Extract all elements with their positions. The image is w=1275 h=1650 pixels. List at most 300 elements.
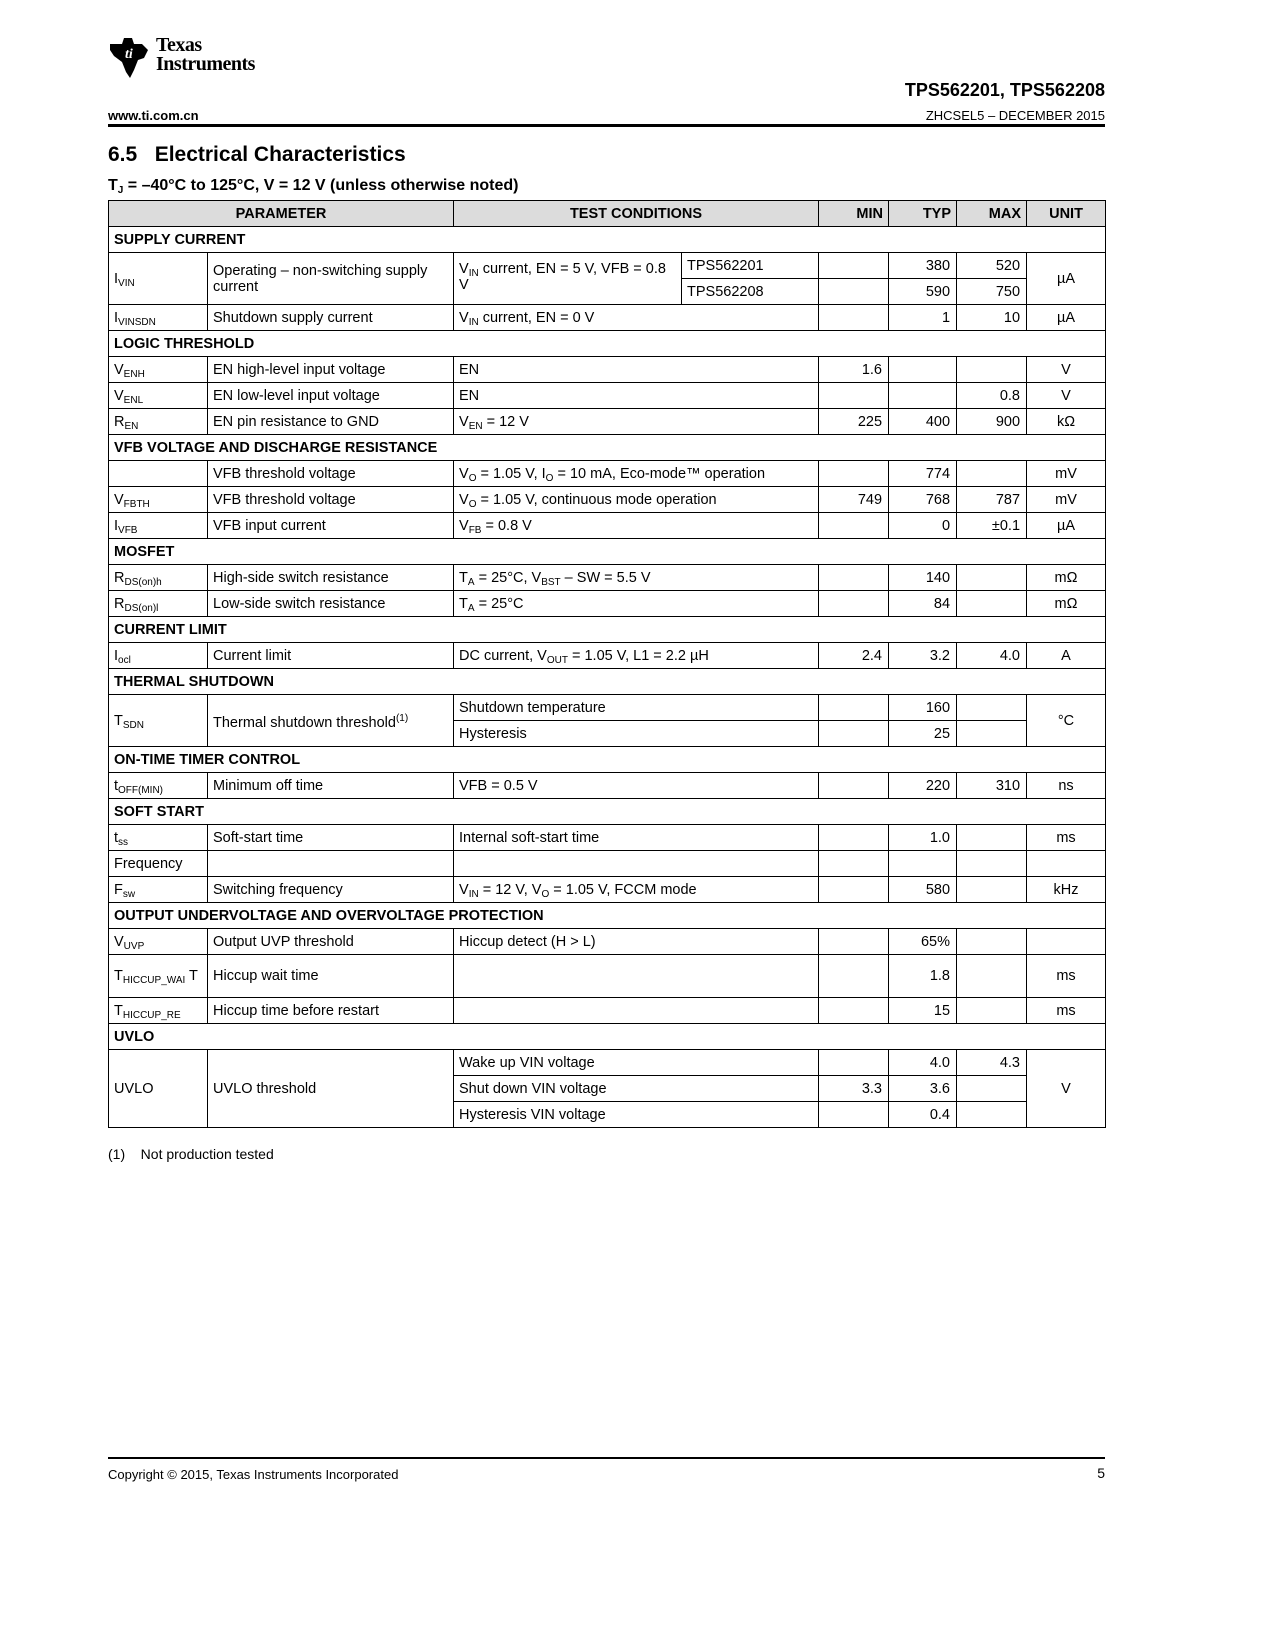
- text-segment: Internal soft-start time: [459, 829, 600, 846]
- text-segment: V: [459, 261, 469, 277]
- text-segment: current, EN = 5 V, VFB = 0.8 V: [459, 261, 666, 293]
- value-min: [819, 253, 889, 279]
- value-max: [957, 1076, 1027, 1102]
- parameter-label: Output UVP threshold: [213, 933, 354, 950]
- parameter-label: VFB threshold voltage: [213, 491, 356, 508]
- header-test-conditions: TEST CONDITIONS: [454, 201, 819, 227]
- text-segment: Hysteresis: [459, 725, 527, 742]
- device-name: TPS562208: [682, 279, 819, 305]
- value-max: [957, 877, 1027, 903]
- parameter-symbol: [109, 253, 208, 305]
- table-row: [109, 998, 1106, 1024]
- test-condition: [454, 773, 819, 799]
- parameter-symbol: [109, 929, 208, 955]
- value-min: [819, 955, 889, 998]
- test-condition: [454, 1076, 819, 1102]
- document-number: ZHCSEL5 – DECEMBER 2015: [925, 108, 1105, 123]
- parameter-label: Hiccup wait time: [213, 968, 319, 984]
- parameter-symbol: [109, 565, 208, 591]
- subscript: SDN: [122, 719, 144, 731]
- value-min: [819, 773, 889, 799]
- text-segment: Hiccup detect (H > L): [459, 933, 596, 950]
- parameter-name: [208, 409, 454, 435]
- value-typ: 400: [889, 409, 957, 435]
- value-typ: 4.0: [889, 1050, 957, 1076]
- parameter-name: [208, 383, 454, 409]
- value-max: [957, 721, 1027, 747]
- section-heading: SOFT START: [109, 799, 1106, 825]
- value-typ: 774: [889, 461, 957, 487]
- header-divider: [108, 124, 1105, 127]
- text-segment: R: [114, 413, 125, 430]
- text-segment: V: [114, 387, 124, 404]
- unit: ms: [1027, 998, 1106, 1024]
- website-link[interactable]: www.ti.com.cn: [108, 108, 199, 123]
- section-row: [109, 539, 1106, 565]
- value-min: [819, 591, 889, 617]
- subscript: ENH: [123, 368, 145, 380]
- table-row: [109, 305, 1106, 331]
- ti-logo: [108, 36, 255, 80]
- text-segment: V: [459, 309, 469, 326]
- value-typ: 3.6: [889, 1076, 957, 1102]
- parameter-name: [208, 357, 454, 383]
- text-segment: V: [459, 881, 469, 898]
- text-segment: V: [114, 933, 124, 950]
- footnote: (1) Not production tested: [108, 1146, 274, 1162]
- text-segment: T: [114, 968, 123, 984]
- text-segment: T: [459, 569, 468, 586]
- parameter-symbol: [109, 877, 208, 903]
- text-segment: Frequency: [114, 855, 183, 872]
- device-name: TPS562201: [682, 253, 819, 279]
- value-typ: 3.2: [889, 643, 957, 669]
- table-row: [109, 383, 1106, 409]
- parameter-label: Switching frequency: [213, 881, 343, 898]
- unit: ms: [1027, 955, 1106, 998]
- value-typ: 15: [889, 998, 957, 1024]
- table-row: [109, 409, 1106, 435]
- text-segment: VFB = 0.5 V: [459, 777, 538, 794]
- value-min: 1.6: [819, 357, 889, 383]
- text-segment: V: [114, 361, 124, 378]
- parameter-name: [208, 253, 454, 305]
- table-row: [109, 565, 1106, 591]
- text-segment: V: [459, 517, 469, 534]
- parameter-symbol: [109, 357, 208, 383]
- text-segment: Shutdown temperature: [459, 699, 606, 716]
- test-condition: [454, 1050, 819, 1076]
- parameter-label: VFB threshold voltage: [213, 465, 356, 482]
- value-max: [957, 955, 1027, 998]
- value-max: 750: [957, 279, 1027, 305]
- subscript: VINSDN: [118, 316, 156, 328]
- test-condition: [454, 253, 682, 305]
- subscript: BST: [541, 576, 561, 588]
- parameter-label: Operating – non-switching supply current: [213, 262, 428, 295]
- parameter-label: Thermal shutdown threshold: [213, 714, 396, 731]
- section-heading: UVLO: [109, 1024, 1106, 1050]
- unit: mΩ: [1027, 591, 1106, 617]
- unit: mΩ: [1027, 565, 1106, 591]
- parameter-symbol: [109, 513, 208, 539]
- subscript: IN: [468, 268, 479, 279]
- subscript: OUT: [546, 654, 568, 666]
- text-segment: I: [114, 647, 119, 664]
- parameter-name: [208, 643, 454, 669]
- test-condition: [454, 383, 819, 409]
- value-min: [819, 565, 889, 591]
- section-heading: SUPPLY CURRENT: [109, 227, 1106, 253]
- text-segment: = 12 V, V: [478, 881, 542, 898]
- test-condition: [454, 565, 819, 591]
- table-row: [109, 513, 1106, 539]
- parameter-symbol: [109, 955, 208, 998]
- section-row: [109, 903, 1106, 929]
- unit: V: [1027, 1050, 1106, 1128]
- subscript: sw: [122, 888, 136, 900]
- subscript: EN: [124, 420, 139, 432]
- text-segment: EN: [459, 387, 480, 404]
- section-row: [109, 1024, 1106, 1050]
- value-min: [819, 279, 889, 305]
- table-row: [109, 955, 1106, 998]
- unit: µA: [1027, 305, 1106, 331]
- parameter-label: EN pin resistance to GND: [213, 413, 380, 430]
- value-typ: 25: [889, 721, 957, 747]
- value-max: ±0.1: [957, 513, 1027, 539]
- subscript: DS(on)l: [124, 602, 159, 614]
- unit: µA: [1027, 253, 1106, 305]
- test-condition: [454, 357, 819, 383]
- parameter-name: [208, 695, 454, 747]
- value-typ: 1.8: [889, 955, 957, 998]
- unit: °C: [1027, 695, 1106, 747]
- parameter-symbol: [109, 773, 208, 799]
- parameter-name: [208, 565, 454, 591]
- footnote-ref: (1): [395, 712, 409, 724]
- section-heading: OUTPUT UNDERVOLTAGE AND OVERVOLTAGE PROTECTION: [109, 903, 1106, 929]
- logo-line2: Instruments: [156, 53, 255, 75]
- test-condition: [454, 1102, 819, 1128]
- parameter-symbol: [109, 643, 208, 669]
- parameter-name: [208, 487, 454, 513]
- parameter-name: [208, 851, 454, 877]
- parameter-label: Current limit: [213, 647, 292, 664]
- text-segment: = 1.05 V, I: [476, 465, 546, 482]
- text-segment: I: [114, 270, 119, 287]
- section-heading: THERMAL SHUTDOWN: [109, 669, 1106, 695]
- cond-pre: T: [108, 177, 118, 194]
- value-typ: 590: [889, 279, 957, 305]
- text-segment: V: [459, 465, 469, 482]
- parameter-symbol: [109, 461, 208, 487]
- table-row: [109, 877, 1106, 903]
- test-condition: [454, 929, 819, 955]
- value-typ: 65%: [889, 929, 957, 955]
- value-min: [819, 513, 889, 539]
- table-row: [109, 357, 1106, 383]
- section-row: [109, 435, 1106, 461]
- value-max: [957, 461, 1027, 487]
- text-segment: DC current, V: [459, 647, 547, 664]
- unit: V: [1027, 357, 1106, 383]
- page-number: 5: [1097, 1465, 1105, 1481]
- parameter-symbol: [109, 305, 208, 331]
- parameter-name: [208, 1050, 454, 1128]
- subscript: HICCUP_WAI: [122, 975, 186, 986]
- text-segment: = 0.8 V: [481, 517, 532, 534]
- test-condition: [454, 721, 819, 747]
- value-max: [957, 929, 1027, 955]
- value-min: [819, 851, 889, 877]
- value-max: [957, 1102, 1027, 1128]
- unit: A: [1027, 643, 1106, 669]
- value-max: [957, 998, 1027, 1024]
- text-segment: T: [114, 1002, 123, 1019]
- value-max: 900: [957, 409, 1027, 435]
- value-min: [819, 877, 889, 903]
- subscript: ocl: [118, 654, 131, 666]
- parameter-label: High-side switch resistance: [213, 569, 389, 586]
- section-heading: LOGIC THRESHOLD: [109, 331, 1106, 357]
- parameter-name: [208, 513, 454, 539]
- subscript: ENL: [123, 394, 144, 406]
- parameter-label: Soft-start time: [213, 829, 304, 846]
- section-title: 6.5 Electrical Characteristics: [108, 143, 406, 166]
- copyright: Copyright © 2015, Texas Instruments Incorporated: [108, 1467, 399, 1482]
- value-max: [957, 357, 1027, 383]
- text-segment: R: [114, 595, 125, 612]
- text-segment: F: [114, 881, 123, 898]
- header-typ: TYP: [889, 201, 957, 227]
- value-typ: [889, 383, 957, 409]
- section-row: [109, 669, 1106, 695]
- parameter-symbol: [109, 851, 208, 877]
- subscript: EN: [468, 420, 483, 432]
- test-condition: [454, 643, 819, 669]
- text-segment: t: [114, 829, 119, 846]
- value-min: [819, 1102, 889, 1128]
- value-max: 520: [957, 253, 1027, 279]
- section-heading: MOSFET: [109, 539, 1106, 565]
- subscript: VFB: [118, 524, 138, 536]
- text-segment: I: [114, 309, 119, 326]
- value-max: [957, 851, 1027, 877]
- test-condition: [454, 305, 819, 331]
- text-segment: Wake up VIN voltage: [459, 1054, 595, 1071]
- table-row: [109, 929, 1106, 955]
- value-typ: 220: [889, 773, 957, 799]
- unit: ns: [1027, 773, 1106, 799]
- table-row: [109, 851, 1106, 877]
- section-row: [109, 331, 1106, 357]
- value-min: [819, 721, 889, 747]
- value-typ: [889, 357, 957, 383]
- text-segment: = 12 V: [482, 413, 529, 430]
- parameter-name: [208, 461, 454, 487]
- table-row: [109, 773, 1106, 799]
- parameter-symbol: [109, 998, 208, 1024]
- subscript: HICCUP_RE: [122, 1009, 181, 1021]
- unit: µA: [1027, 513, 1106, 539]
- text-segment: T: [459, 595, 468, 612]
- ti-logo-icon: [108, 36, 150, 80]
- value-min: [819, 383, 889, 409]
- parameter-label: Hiccup time before restart: [213, 1002, 380, 1019]
- text-segment: = 25°C: [474, 595, 524, 612]
- text-segment: = 1.05 V, continuous mode operation: [476, 491, 717, 508]
- section-heading: CURRENT LIMIT: [109, 617, 1106, 643]
- value-typ: 84: [889, 591, 957, 617]
- unit: kHz: [1027, 877, 1106, 903]
- test-condition: [454, 591, 819, 617]
- value-typ: 0.4: [889, 1102, 957, 1128]
- parameter-label: EN high-level input voltage: [213, 361, 386, 378]
- value-max: 0.8: [957, 383, 1027, 409]
- value-max: 310: [957, 773, 1027, 799]
- unit: V: [1027, 383, 1106, 409]
- subscript: VIN: [118, 277, 135, 289]
- test-condition: [454, 851, 819, 877]
- text-segment: V: [459, 491, 469, 508]
- value-typ: 1: [889, 305, 957, 331]
- value-max: [957, 591, 1027, 617]
- text-segment: T: [185, 968, 198, 984]
- text-segment: current, EN = 0 V: [478, 309, 595, 326]
- table-row: [109, 643, 1106, 669]
- value-min: [819, 998, 889, 1024]
- cond-post: = –40°C to 125°C, V = 12 V (unless otherwise noted): [123, 177, 519, 194]
- parameter-label: UVLO threshold: [213, 1080, 317, 1097]
- parameter-label: Low-side switch resistance: [213, 595, 386, 612]
- svg-text:ti: ti: [125, 47, 133, 62]
- table-header-row: [109, 201, 1106, 227]
- header-unit: UNIT: [1027, 201, 1106, 227]
- text-segment: t: [114, 777, 119, 794]
- cond-sub: J: [117, 185, 124, 196]
- section-heading: ON-TIME TIMER CONTROL: [109, 747, 1106, 773]
- value-min: 3.3: [819, 1076, 889, 1102]
- value-typ: 160: [889, 695, 957, 721]
- text-segment: R: [114, 569, 125, 586]
- section-row: [109, 227, 1106, 253]
- text-segment: – SW = 5.5 V: [560, 569, 651, 586]
- value-typ: 140: [889, 565, 957, 591]
- value-min: 749: [819, 487, 889, 513]
- value-min: [819, 929, 889, 955]
- header-parameter: PARAMETER: [109, 201, 454, 227]
- subscript: A: [467, 602, 475, 614]
- logo-line1: Texas: [156, 34, 202, 56]
- unit: [1027, 929, 1106, 955]
- parameter-symbol: [109, 1050, 208, 1128]
- electrical-characteristics-table: [108, 200, 1106, 1128]
- table-row: [109, 695, 1106, 721]
- subscript: A: [467, 576, 475, 588]
- parameter-label: Shutdown supply current: [213, 309, 373, 326]
- parameter-name: [208, 877, 454, 903]
- subscript: FBTH: [123, 498, 150, 510]
- table-row: [109, 461, 1106, 487]
- value-max: 4.3: [957, 1050, 1027, 1076]
- test-condition: [454, 825, 819, 851]
- parameter-name: [208, 929, 454, 955]
- table-row: [109, 591, 1106, 617]
- text-segment: V: [459, 413, 469, 430]
- parameter-name: [208, 305, 454, 331]
- test-condition: [454, 695, 819, 721]
- text-segment: EN: [459, 361, 480, 378]
- value-max: [957, 695, 1027, 721]
- section-row: [109, 799, 1106, 825]
- document-title: TPS562201, TPS562208: [904, 80, 1105, 100]
- text-segment: = 1.05 V, L1 = 2.2 µH: [567, 647, 709, 664]
- unit: [1027, 851, 1106, 877]
- subscript: OFF(MIN): [118, 784, 164, 796]
- table-row: [109, 253, 1106, 279]
- value-typ: 1.0: [889, 825, 957, 851]
- parameter-symbol: [109, 383, 208, 409]
- subscript: UVP: [123, 940, 145, 952]
- value-min: 225: [819, 409, 889, 435]
- value-max: 787: [957, 487, 1027, 513]
- parameter-name: [208, 955, 454, 998]
- table-row: [109, 825, 1106, 851]
- value-min: 2.4: [819, 643, 889, 669]
- value-min: [819, 825, 889, 851]
- text-segment: = 25°C, V: [474, 569, 542, 586]
- value-typ: 580: [889, 877, 957, 903]
- value-min: [819, 461, 889, 487]
- subscript: O: [468, 498, 477, 510]
- parameter-symbol: [109, 825, 208, 851]
- subscript: FB: [468, 524, 482, 536]
- parameter-label: VFB input current: [213, 517, 326, 534]
- unit: kΩ: [1027, 409, 1106, 435]
- test-condition: [454, 409, 819, 435]
- subscript: O: [541, 888, 550, 900]
- text-segment: UVLO: [114, 1080, 154, 1097]
- header-max: MAX: [957, 201, 1027, 227]
- value-typ: 380: [889, 253, 957, 279]
- footer-divider: [108, 1457, 1105, 1459]
- table-row: [109, 1050, 1106, 1076]
- value-typ: 768: [889, 487, 957, 513]
- parameter-label: EN low-level input voltage: [213, 387, 380, 404]
- text-segment: T: [114, 712, 123, 729]
- parameter-symbol: [109, 591, 208, 617]
- parameter-name: [208, 773, 454, 799]
- subscript: O: [545, 472, 554, 484]
- section-row: [109, 747, 1106, 773]
- value-min: [819, 1050, 889, 1076]
- section-row: [109, 617, 1106, 643]
- header-min: MIN: [819, 201, 889, 227]
- parameter-name: [208, 825, 454, 851]
- parameter-name: [208, 998, 454, 1024]
- value-typ: 0: [889, 513, 957, 539]
- value-max: 10: [957, 305, 1027, 331]
- test-condition: [454, 513, 819, 539]
- value-max: [957, 565, 1027, 591]
- text-segment: Shut down VIN voltage: [459, 1080, 607, 1097]
- parameter-symbol: [109, 487, 208, 513]
- text-segment: = 1.05 V, FCCM mode: [549, 881, 697, 898]
- value-max: [957, 825, 1027, 851]
- subscript: O: [468, 472, 477, 484]
- conditions-line: [108, 177, 519, 195]
